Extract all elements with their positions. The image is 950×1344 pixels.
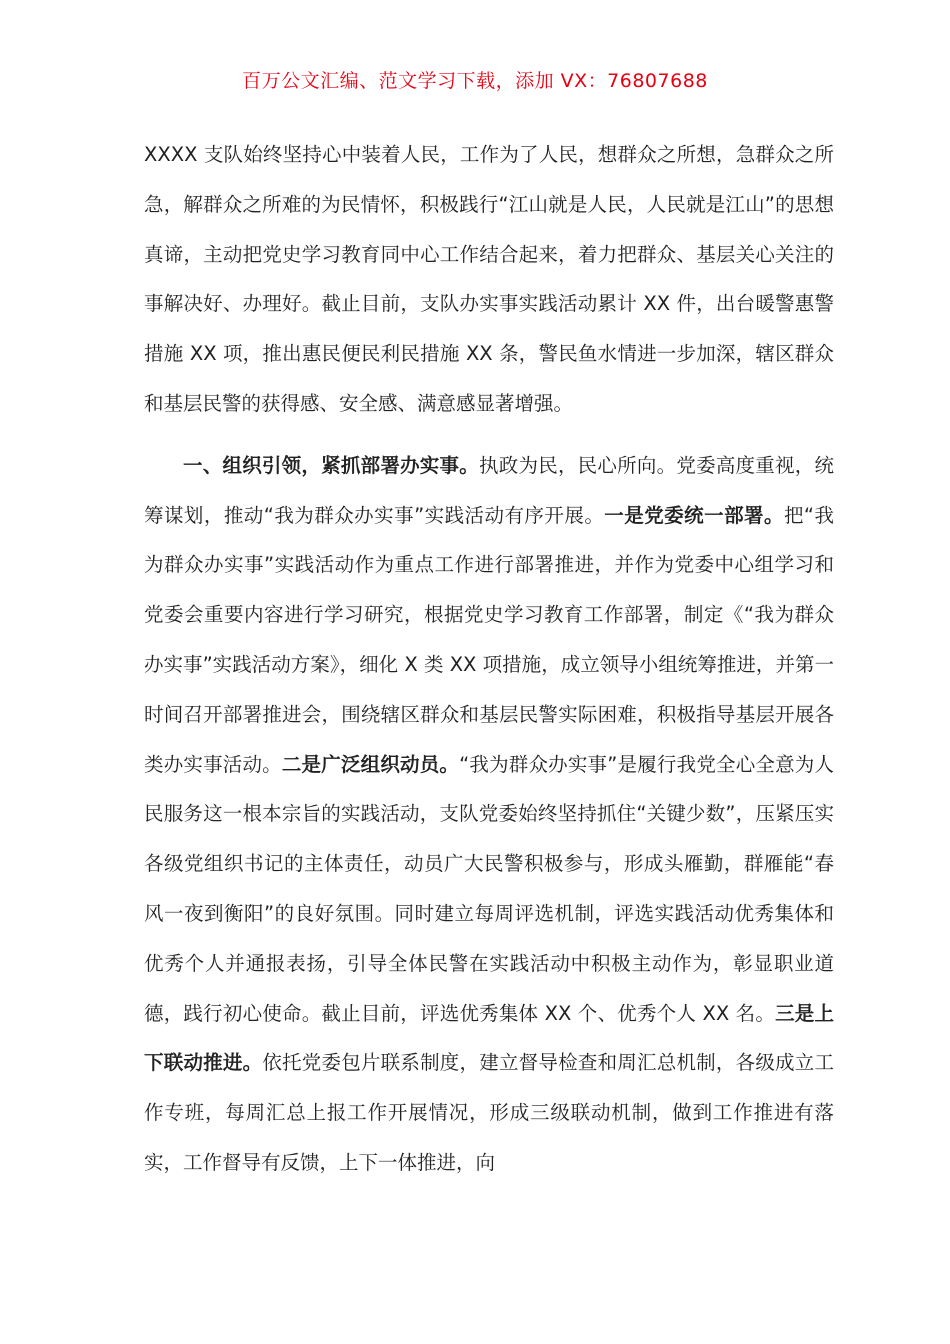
point-3-text: 依托党委包片联系制度，建立督导检查和周汇总机制，各级成立工作专班，每周汇总上报工作开展情况，形成三级联动机制，做到工作推进有落实，工作督导有反馈，上下一体推进，向 (144, 1051, 834, 1174)
section-1-text: 执政为民，民心所向。党委高度重视，统筹谋划，推动“我为群众办实事”实践活动有序开展。 (144, 453, 834, 527)
document-body (144, 130, 834, 1188)
point-2-title: 二是广泛组织动员。 (281, 752, 460, 776)
watermark-banner: 百万公文汇编、范文学习下载，添加 VX：76807688 (242, 70, 708, 92)
point-3-title: 三是上下联动推进。 (144, 1001, 834, 1075)
intro-paragraph: XXXX 支队始终坚持心中装着人民，工作为了人民，想群众之所想，急群众之所急，解群众之所难的为民情怀，积极践行“江山就是人民，人民就是江山”的思想真谛，主动把党史学习教育同中心工作结合起来，着力把群众、基层关心关注的事解决好、办理好。截止目前，支队办实事实践活动累计 XX 件，出台暖警惠警措施 XX 项，推出惠民便民利民措施 XX 条，警民鱼水情进一步加深，辖区群众和基层民警的获得感、安全感、满意感显著增强。 (144, 143, 834, 415)
section-1-paragraph (144, 441, 834, 1188)
point-1-title: 一是党委统一部署。 (604, 503, 784, 527)
point-2-text: “我为群众办实事”是履行我党全心全意为人民服务这一根本宗旨的实践活动，支队党委始终坚持抓住“关键少数”，压紧压实各级党组织书记的主体责任，动员广大民警积极参与，形成头雁勤，群雁能“春风一夜到衡阳”的良好氛围。同时建立每周评选机制，评选实践活动优秀集体和优秀个人并通报表扬，引导全体民警在实践活动中积极主动作为，彰显职业道德，践行初心使命。截止目前，评选优秀集体 XX 个、优秀个人 XX 名。 (144, 752, 834, 1025)
section-1-heading: 一、组织引领，紧抓部署办实事。 (183, 453, 480, 477)
point-1-text: 把“我为群众办实事”实践活动作为重点工作进行部署推进，并作为党委中心组学习和党委会重要内容进行学习研究，根据党史学习教育工作部署，制定《“我为群众办实事”实践活动方案》，细化 X 类 XX 项措施，成立领导小组统筹推进，并第一时间召开部署推进会，围绕辖区群众和基层民警实际困难，积极指导基层开展各类办实事活动。 (144, 503, 834, 776)
